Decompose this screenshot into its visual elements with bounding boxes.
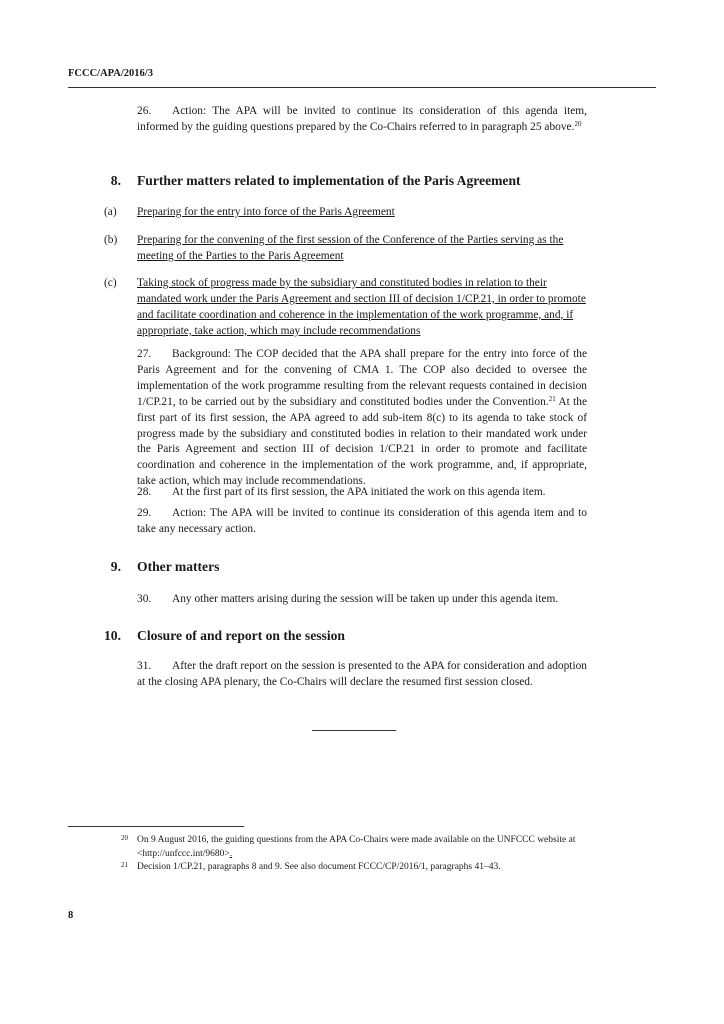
paragraph-text-continued: At the first part of its first session, the APA agreed to add sub-item 8(c) to its agenda to take stock of progress made by the subsidiary and constituted bodies in relation to their mandated work under the Paris Agreement and section III of decision 1/CP.21 in order to promote and facilitate coordination and coherence in the implementation of the work programme, and, if appropriate, take action, which may include recommendations. — [137, 395, 587, 488]
heading-number: 9. — [110, 559, 121, 574]
paragraph-27 — [137, 347, 587, 490]
paragraph-text: Action: The APA will be invited to continue its consideration of this agenda item and to take any necessary action. — [137, 507, 587, 535]
heading-9 — [110, 559, 220, 575]
heading-10 — [104, 628, 345, 644]
paragraph-number: 26. — [137, 105, 152, 117]
heading-title: Other matters — [137, 559, 220, 574]
paragraph-text: After the draft report on the session is presented to the APA for consideration and adoption at the closing APA plenary, the Co-Chairs will declare the resumed first session closed. — [137, 660, 587, 688]
footnote-number: 20 — [121, 834, 128, 842]
header-rule — [68, 87, 656, 88]
heading-number: 8. — [110, 173, 121, 188]
footnote-20 — [121, 833, 587, 861]
subitem-label: (a) — [104, 206, 117, 218]
heading-8 — [110, 173, 521, 189]
subitem-label: (b) — [104, 234, 118, 246]
paragraph-number: 27. — [137, 348, 152, 360]
subitem-text: Preparing for the convening of the first session of the Conference of the Parties serving as the meeting of the Parties to the Paris Agreement — [137, 234, 564, 262]
paragraph-31 — [137, 659, 587, 691]
footnote-text: Decision 1/CP.21, paragraphs 8 and 9. See also document FCCC/CP/2016/1, paragraphs 41–43. — [137, 862, 501, 872]
paragraph-29 — [137, 506, 587, 538]
heading-title: Further matters related to implementation of the Paris Agreement — [137, 173, 521, 188]
footnote-ref-20[interactable]: 20 — [574, 119, 582, 128]
footnote-text: On 9 August 2016, the guiding questions from the APA Co-Chairs were made available on the UNFCCC website at — [137, 835, 576, 845]
footnote-ref-21[interactable]: 21 — [548, 394, 556, 403]
subitem-text: Taking stock of progress made by the subsidiary and constituted bodies in relation to their mandated work under the Paris Agreement and section III of decision 1/CP.21, in order to promote and facilitate coordination and coherence in the implementation of the work programme, and, if appropriate, take action, which may include recommendations — [137, 277, 586, 337]
paragraph-number: 28. — [137, 486, 152, 498]
heading-title: Closure of and report on the session — [137, 628, 345, 643]
paragraph-text: At the first part of its first session, the APA initiated the work on this agenda item. — [172, 486, 546, 498]
subitem-label: (c) — [104, 277, 117, 289]
footnote-separator — [68, 826, 244, 827]
subitem-text: Preparing for the entry into force of the Paris Agreement — [137, 206, 395, 218]
paragraph-text: Any other matters arising during the session will be taken up under this agenda item. — [172, 593, 559, 605]
paragraph-text: Action: The APA will be invited to continue its consideration of this agenda item, informed by the guiding questions prepared by the Co-Chairs referred to in paragraph 25 above. — [137, 105, 587, 133]
heading-number: 10. — [104, 628, 121, 643]
paragraph-26 — [137, 104, 587, 136]
end-rule — [312, 730, 396, 731]
document-symbol: FCCC/APA/2016/3 — [68, 68, 153, 79]
paragraph-number: 29. — [137, 507, 152, 519]
paragraph-number: 31. — [137, 660, 152, 672]
footnote-link[interactable]: <http://unfccc.int/9680> — [137, 849, 230, 859]
paragraph-30 — [137, 592, 587, 608]
page-number: 8 — [68, 910, 74, 921]
footnote-21 — [121, 860, 587, 874]
paragraph-text: Background: The COP decided that the APA shall prepare for the entry into force of the Paris Agreement and for the convening of CMA 1. The COP also decided to oversee the implementation of the work programme resulting from the relevant requests contained in decision 1/CP.21, to be carried out by the subsidiary and constituted bodies under the Convention. — [137, 348, 587, 408]
footnote-number: 21 — [121, 861, 128, 869]
footnote-tail: . — [229, 849, 233, 859]
paragraph-number: 30. — [137, 593, 152, 605]
paragraph-28 — [137, 485, 587, 501]
